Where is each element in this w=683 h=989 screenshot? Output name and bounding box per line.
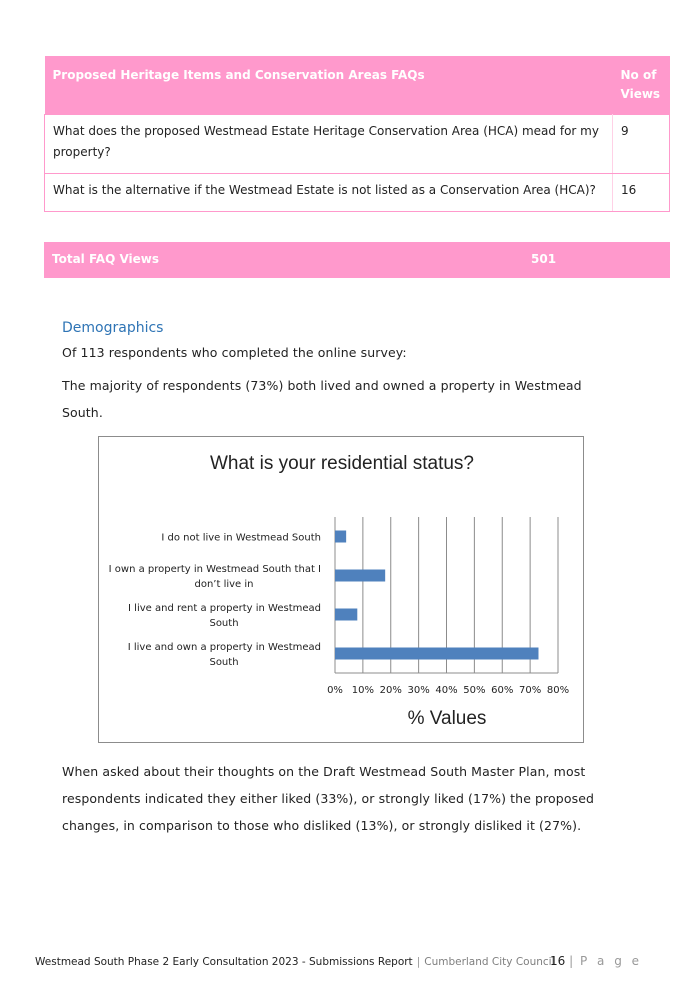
page-number: 16 [550, 954, 566, 968]
x-tick-label: 30% [407, 685, 430, 696]
table-row [45, 115, 670, 174]
header-views: No of Views [613, 56, 670, 115]
x-axis-title: % Values [407, 708, 487, 729]
x-tick-label: 70% [519, 685, 542, 696]
bar [335, 570, 385, 582]
chart-title: What is your residential status? [209, 453, 475, 474]
faq-question: What is the alternative if the Westmead Estate is not listed as a Conservation Area (HCA)? [45, 174, 613, 212]
faq-table [44, 56, 670, 212]
total-views-value: 501 [531, 252, 557, 266]
chart-canvas [99, 437, 585, 744]
x-tick-label: 80% [546, 685, 570, 696]
x-tick-label: 0% [327, 685, 343, 696]
page-number-block [550, 954, 642, 968]
category-label: South [209, 657, 239, 668]
x-tick-label: 10% [351, 685, 374, 696]
x-tick-label: 40% [435, 685, 458, 696]
category-label: I live and own a property in Westmead [127, 642, 321, 653]
page-separator: | [569, 954, 577, 968]
x-tick-label: 60% [491, 685, 514, 696]
faq-views: 9 [613, 115, 670, 174]
category-label: South [209, 618, 239, 629]
faq-views: 16 [613, 174, 670, 212]
bar [335, 609, 357, 621]
category-label: I own a property in Westmead South that I [108, 564, 321, 575]
category-label: I live and rent a property in Westmead [128, 603, 321, 614]
residential-status-chart [98, 436, 584, 743]
x-tick-label: 20% [379, 685, 402, 696]
thoughts-paragraph: When asked about their thoughts on the Draft Westmead South Master Plan, most respondents indicated they either liked (33%), or strongly liked (17%) the proposed changes, in comparison to those who disliked (13%), or strongly disliked it (27%). [62, 764, 595, 833]
majority-paragraph: The majority of respondents (73%) both lived and owned a property in Westmead South. [62, 378, 582, 420]
category-label: don’t live in [194, 579, 254, 590]
footer-council: Cumberland City Council [424, 956, 555, 968]
total-views-label: Total FAQ Views [52, 252, 160, 266]
faq-question: What does the proposed Westmead Estate Heritage Conservation Area (HCA) mead for my property? [45, 115, 613, 174]
footer-separator: | [416, 956, 421, 968]
table-row [45, 174, 670, 212]
bar [335, 648, 538, 660]
page-label: P a g e [579, 954, 643, 968]
total-views-bar [44, 242, 670, 278]
intro-paragraph: Of 113 respondents who completed the online survey: [62, 345, 407, 360]
page-footer [35, 954, 643, 968]
header-question: Proposed Heritage Items and Conservation Areas FAQs [45, 56, 613, 115]
bar [335, 531, 346, 543]
footer-report-title: Westmead South Phase 2 Early Consultation 2023 - Submissions Report [35, 956, 413, 968]
x-tick-label: 50% [463, 685, 486, 696]
section-heading: Demographics [62, 320, 164, 336]
category-label: I do not live in Westmead South [161, 532, 321, 544]
faq-table-header [45, 56, 670, 115]
